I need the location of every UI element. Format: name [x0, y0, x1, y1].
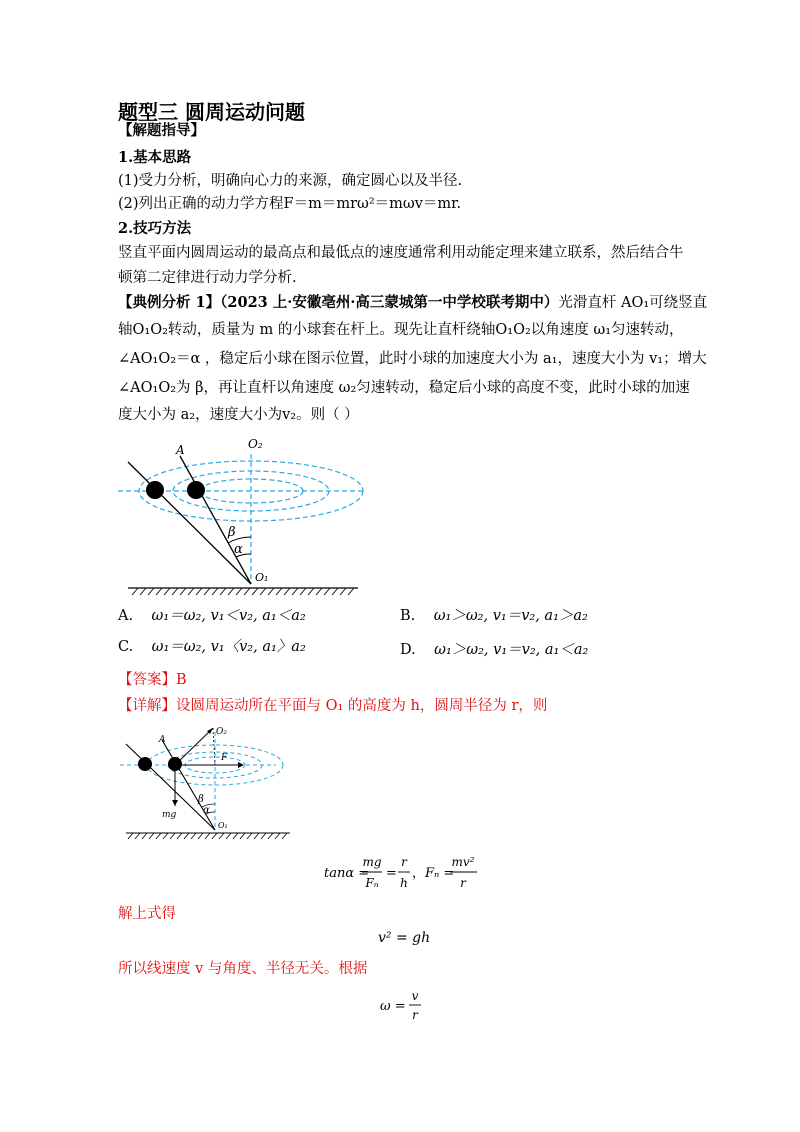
eq1-frac2-den: h — [400, 876, 408, 890]
eq3-num: v — [411, 989, 419, 1003]
eq1-frac3-den: r — [460, 876, 466, 890]
fig2-label-a: A — [159, 735, 166, 745]
equation-omega — [378, 988, 438, 1028]
figure-force-analysis — [118, 722, 298, 848]
fig2-label-mg: mg — [162, 810, 177, 820]
example-line2: 轴O₁O₂转动，质量为 m 的小球套在杆上。现先让直杆绕轴O₁O₂以角速度 ω₁匀速转动， — [118, 322, 684, 338]
option-d-key: D. — [400, 642, 416, 658]
eq1-equals: = — [386, 866, 397, 881]
fig1-ground-hatching — [132, 588, 354, 595]
explanation-text: 设圆周运动所在平面与 O₁ 的高度为 h，圆周半径为 r，则 — [176, 698, 548, 714]
example-line3: ∠AO₁O₂＝α ，稳定后小球在图示位置，此时小球的加速度大小为 a₁，速度大小为 v₁；增大 — [118, 351, 707, 367]
option-c — [118, 637, 306, 657]
explanation-label: 【详解】 — [118, 698, 176, 714]
example-line4: ∠AO₁O₂为 β，再让直杆以角速度 ω₂匀速转动，稳定后小球的高度不变，此时小球的加速 — [118, 380, 690, 396]
option-d — [400, 640, 588, 660]
fig1-label-beta: β — [228, 525, 236, 540]
fig2-label-beta: β — [198, 794, 204, 805]
example-line5: 度大小为 a₂，速度大小为v₂。则（ ） — [118, 407, 359, 423]
fig1-label-a: A — [176, 443, 185, 457]
option-a — [118, 606, 306, 626]
fig2-ball-2 — [168, 757, 182, 771]
fig1-label-alpha: α — [234, 542, 243, 557]
section1-line1: (1)受力分析，明确向心力的来源，确定圆心以及半径. — [118, 173, 463, 189]
fig1-ball-1 — [146, 481, 164, 499]
section2-title: 2.技巧方法 — [118, 220, 192, 237]
fig1-ball-2 — [187, 481, 205, 499]
eq1-separator: ， — [412, 866, 426, 881]
eq3-den: r — [412, 1008, 418, 1022]
option-c-text: ω₁＝ω₂, v₁〈v₂, a₁〉a₂ — [151, 639, 306, 655]
eq1-frac2-num: r — [401, 855, 407, 869]
eq3-lhs: ω = — [380, 999, 406, 1014]
guide-label: 【解题指导】 — [118, 122, 205, 139]
section2-line2: 顿第二定律进行动力学分析. — [118, 270, 297, 286]
fig2-ball-1 — [138, 757, 152, 771]
option-b-text: ω₁＞ω₂, v₁＝v₂, a₁＞a₂ — [433, 608, 588, 624]
section2-line1: 竖直平面内圆周运动的最高点和最低点的速度通常利用动能定理来建立联系，然后结合牛 — [118, 245, 684, 261]
eq1-fn-lhs: Fₙ = — [425, 866, 455, 881]
fig2-ground-hatching — [128, 833, 287, 839]
example-line1 — [118, 293, 707, 313]
section1-title: 1.基本思路 — [118, 149, 192, 166]
figure-rotating-rod — [118, 432, 368, 604]
option-b — [400, 606, 588, 626]
answer: 【答案】B — [118, 672, 187, 688]
fig2-gravity-arrowhead — [172, 800, 178, 806]
option-a-key: A. — [118, 608, 134, 624]
section1-line2: (2)列出正确的动力学方程F＝m＝mrω²＝mωv＝mr. — [118, 196, 462, 212]
fig2-label-o1: O₁ — [218, 821, 228, 830]
eq1-frac1-num: mg — [362, 855, 382, 869]
eq1-frac3-num: mv² — [451, 855, 475, 869]
eq1-frac1-den: Fₙ — [365, 876, 379, 890]
fig2-label-alpha: α — [203, 805, 210, 816]
fig2-label-f: F — [221, 753, 228, 763]
option-a-text: ω₁＝ω₂, v₁＜v₂, a₁＜a₂ — [151, 608, 306, 624]
fig1-rod-alpha — [180, 456, 251, 584]
explanation-line — [118, 696, 547, 716]
example-line1-end: 光滑直杆 AO₁可绕竖直 — [558, 295, 708, 311]
page-title: 题型三 圆周运动问题 — [118, 100, 305, 124]
fig1-label-o1: O₁ — [255, 571, 269, 584]
option-d-text: ω₁＞ω₂, v₁＝v₂, a₁＜a₂ — [434, 642, 589, 658]
fig2-net-force-arrowhead — [238, 762, 244, 768]
equation-tan-alpha — [320, 852, 520, 894]
option-b-key: B. — [400, 608, 416, 624]
example-label: 【典例分析 1】（2023 上·安徽亳州·高三蒙城第一中学校联考期中） — [118, 294, 559, 311]
eq1-lhs: tanα = — [324, 866, 370, 881]
equation-v-squared: v² = gh — [378, 930, 431, 946]
fig2-normal-force-arrow — [175, 728, 213, 765]
fig1-label-o2: O₂ — [248, 437, 263, 451]
fig2-label-o2: O₂ — [216, 727, 227, 737]
conclusion-text: 所以线速度 v 与角度、半径无关。根据 — [118, 961, 368, 977]
solve-text: 解上式得 — [118, 906, 176, 922]
option-c-key: C. — [118, 639, 134, 655]
